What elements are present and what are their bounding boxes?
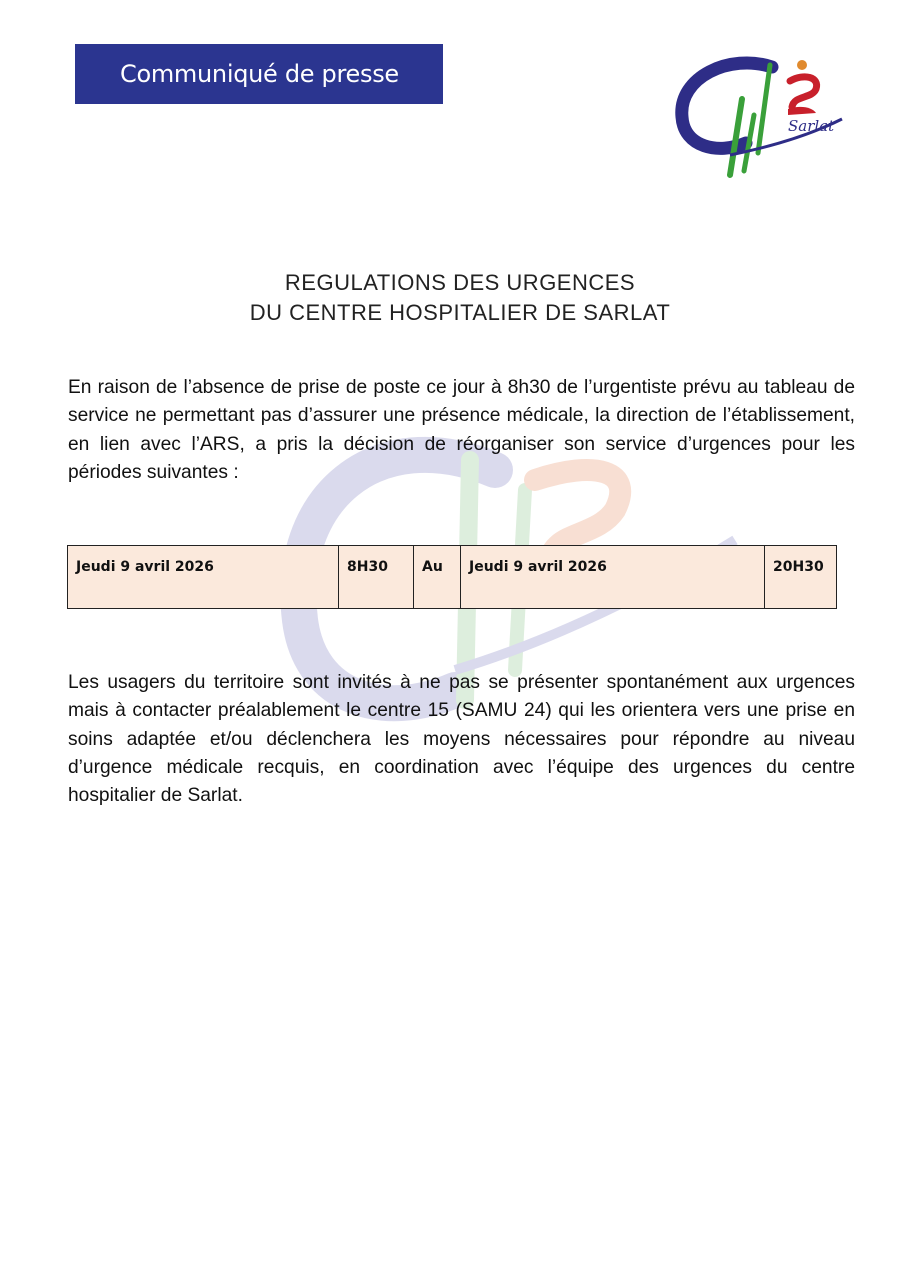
press-release-banner xyxy=(75,44,443,104)
table-row xyxy=(68,546,837,609)
outro-paragraph: Les usagers du territoire sont invités à ne pas se présenter spontanément aux urgences mais à contacter préalablement le centre 15 (SAMU 24) qui les orientera vers une prise en soins adaptée et/ou déclenchera les moyens nécessaires pour répondre au niveau d’urgence médicale recquis, en coordination avec l’équipe des urgences du centre hospitalier de Sarlat. xyxy=(68,672,855,807)
end-date-cell: Jeudi 9 avril 2026 xyxy=(461,546,765,609)
start-time-cell: 8H30 xyxy=(339,546,414,609)
title-line-1: REGULATIONS DES URGENCES xyxy=(284,270,636,295)
closure-period-table xyxy=(67,545,837,609)
hospital-logo xyxy=(670,55,850,185)
banner-label: Communiqué de presse xyxy=(120,60,399,88)
separator-cell: Au xyxy=(414,546,461,609)
title-line-2: DU CENTRE HOSPITALIER DE SARLAT xyxy=(249,300,671,325)
document-title xyxy=(60,268,860,328)
logo-wordmark: Sarlat xyxy=(788,117,835,135)
end-time-cell: 20H30 xyxy=(765,546,837,609)
intro-paragraph: En raison de l’absence de prise de poste ce jour à 8h30 de l’urgentiste prévu au tableau de service ne permettant pas d’assurer une présence médicale, la direction de l’établissement, en lien avec l’ARS, a pris la décision de réorganiser son service d’urgences pour les périodes suivantes : xyxy=(68,377,855,483)
start-date-cell: Jeudi 9 avril 2026 xyxy=(68,546,339,609)
